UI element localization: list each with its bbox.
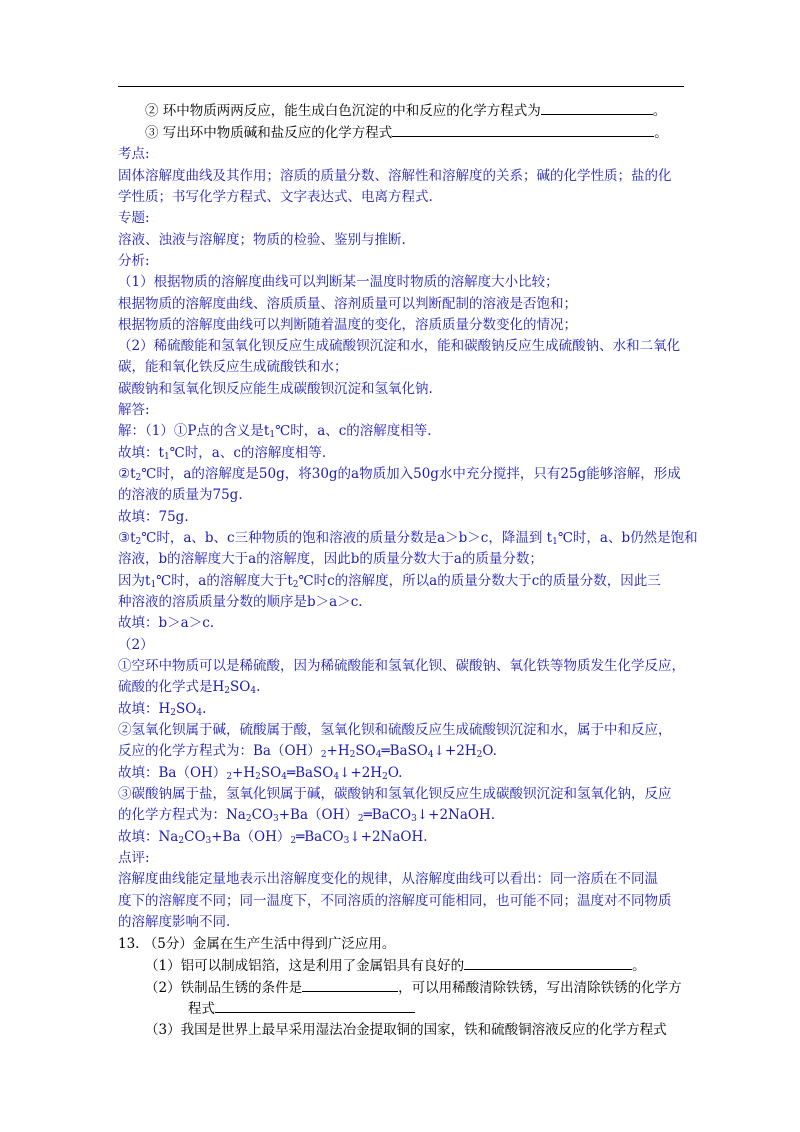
section-label-dianping: 点评: — [118, 850, 150, 866]
question-3: ③ 写出环中物质碱和盐反应的化学方程式 。 — [145, 122, 668, 143]
answer-line: ③碳酸钠属于盐，氢氧化钡属于碱，碳酸钠和氢氧化钡反应生成碳酸钡沉淀和氢氧化钠，反应 — [118, 786, 672, 802]
answer-line: 种溶液的溶质质量分数的顺序是b＞a＞c. — [118, 594, 363, 610]
dianping-text: 度下的溶解度不同；同一温度下，不同溶质的溶解度可能相同，也可能不同；温度对不同物质 — [118, 893, 672, 909]
equation-line: 故填：$Na_2CO_3+Ba(OH)_2═BaCO_3↓+2NaOH$. — [118, 829, 428, 846]
answer-line: 故填：$H_2SO_4$. — [118, 701, 207, 718]
answer-line: 因为$t_1℃$时，a的溶解度大于$t_2℃$时c的溶解度，所以a的质量分数大于c的质量分数，因此三 — [118, 573, 661, 590]
fenxi-text: 碳，能和氧化铁反应生成硫酸铁和水； — [118, 359, 348, 375]
answer-line: ①空环中物质可以是稀硫酸，因为稀硫酸能和氢氧化钡、碳酸钠、氧化铁等物质发生化学反应， — [118, 658, 685, 674]
answer-line: （2） — [118, 637, 154, 653]
answer-blank[interactable] — [302, 977, 398, 992]
answer-blank[interactable] — [541, 100, 653, 115]
fenxi-text: 根据物质的溶解度曲线、溶质质量、溶剂质量可以判断配制的溶液是否饱和； — [118, 296, 577, 312]
answer-line: 故填：b＞a＞c. — [118, 615, 215, 631]
question-2: ② 环中物质两两反应，能生成白色沉淀的中和反应的化学方程式为 。 — [145, 100, 666, 121]
kaodian-text: 学性质；书写化学方程式、文字表达式、电离方程式. — [118, 189, 433, 205]
equation-line: 故填：$Ba(OH)_2+H_2SO_4═BaSO_4↓+2H_2O$. — [118, 765, 403, 782]
answer-blank[interactable] — [464, 955, 632, 970]
fenxi-text: 碳酸钠和氢氧化钡反应能生成碳酸钡沉淀和氢氧化钠. — [118, 381, 433, 397]
section-label-kaodian: 考点: — [118, 146, 150, 162]
answer-line: $③t_2℃$时，a、b、c三种物质的饱和溶液的质量分数是a＞b＞c，降温到 $t_1℃$时，a、b仍然是饱和 — [118, 530, 698, 547]
question-13-2-cont: 程式 — [188, 998, 415, 1019]
answer-line: 溶液，b的溶解度大于a的溶解度，因此b的质量分数大于a的质量分数； — [118, 551, 543, 567]
dianping-text: 溶解度曲线能定量地表示出溶解度变化的规律，从溶解度曲线可以看出：同一溶质在不同温 — [118, 871, 658, 887]
section-label-zhuanti: 专题: — [118, 210, 150, 226]
fenxi-text: （1）根据物质的溶解度曲线可以判断某一温度时物质的溶解度大小比较； — [118, 274, 559, 290]
answer-blank[interactable] — [215, 998, 415, 1013]
kaodian-text: 固体溶解度曲线及其作用；溶质的质量分数、溶解性和溶解度的关系；碱的化学性质；盐的化 — [118, 168, 672, 184]
answer-line: 的溶液的质量为75g. — [118, 487, 243, 503]
answer-line: $②t_2℃$时，a的溶解度是50g，将30g的a物质加入50g水中充分搅拌，只有25g能够溶解，形成 — [118, 466, 681, 483]
answer-line: 故填：$t_1℃$时，a、c的溶解度相等. — [118, 445, 327, 462]
question-13-title: 13. （5分）金属在生产生活中得到广泛应用。 — [118, 936, 396, 952]
answer-line: 解：（1）①P点的含义是$t_1℃$时，a、c的溶解度相等. — [118, 423, 432, 440]
section-label-jieda: 解答: — [118, 402, 150, 418]
answer-line: ②氢氧化钡属于碱，硫酸属于酸，氢氧化钡和硫酸反应生成硫酸钡沉淀和水，属于中和反应， — [118, 722, 672, 738]
fenxi-text: （2）稀硫酸能和氢氧化钡反应生成硫酸钡沉淀和水，能和碳酸钠反应生成硫酸钠、水和二氧化 — [118, 338, 681, 354]
equation-line: 的化学方程式为：$Na_2CO_3+Ba(OH)_2═BaCO_3↓+2NaOH$. — [118, 807, 496, 824]
header-rule — [118, 86, 684, 87]
answer-line: 故填：75g. — [118, 509, 189, 525]
equation-line: 反应的化学方程式为：$Ba(OH)_2+H_2SO_4═BaSO_4↓+2H_2O$. — [118, 743, 497, 760]
question-13-3: （3）我国是世界上最早采用湿法冶金提取铜的国家，铁和硫酸铜溶液反应的化学方程式 — [145, 1022, 667, 1038]
zhuanti-text: 溶液、浊液与溶解度；物质的检验、鉴别与推断. — [118, 232, 406, 248]
question-13-1: （1）铝可以制成铝箔，这是利用了金属铝具有良好的 。 — [145, 955, 646, 976]
question-13-2: （2）铁制品生锈的条件是 ，可以用稀酸清除铁锈，写出清除铁锈的化学方 — [145, 977, 682, 998]
answer-line: 硫酸的化学式是$H_2SO_4$. — [118, 679, 261, 696]
dianping-text: 的溶解度影响不同. — [118, 914, 231, 930]
section-label-fenxi: 分析: — [118, 253, 150, 269]
fenxi-text: 根据物质的溶解度曲线可以判断随着温度的变化，溶质质量分数变化的情况； — [118, 317, 577, 333]
answer-blank[interactable] — [392, 122, 654, 137]
